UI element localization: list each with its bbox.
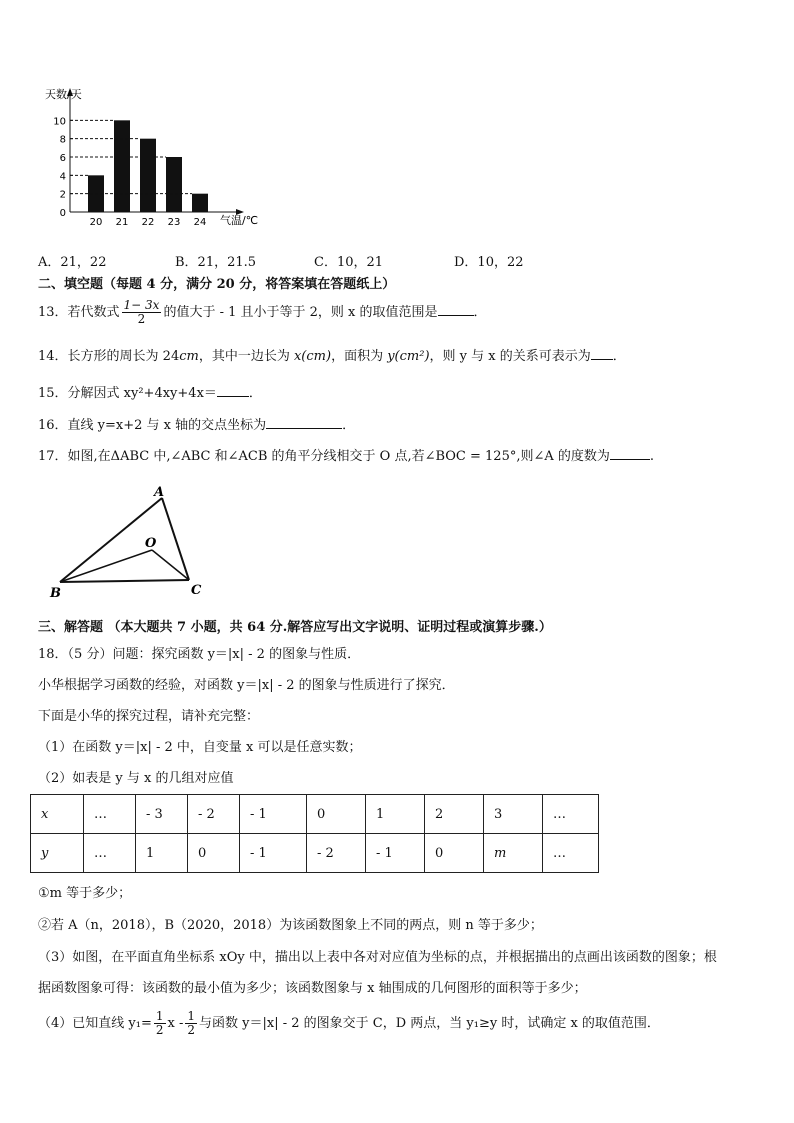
chart-x-tick-label: 24: [193, 217, 207, 228]
q15-answer-blank[interactable]: [217, 384, 249, 397]
table-cell: 3: [484, 795, 543, 834]
label-b: B: [50, 586, 61, 601]
table-cell: …: [543, 834, 599, 873]
triangle-abc-figure: [44, 484, 214, 604]
q16: [38, 416, 355, 435]
q14-end: ．: [612, 349, 626, 364]
chart-x-tick-label: 22: [141, 217, 155, 228]
table-cell: …: [84, 834, 136, 873]
chart-x-tick-label: 21: [115, 217, 129, 228]
choice-a[interactable]: A．21，22: [38, 255, 107, 270]
table-row-x: [31, 795, 599, 834]
chart-xlabel: 气温/℃: [220, 214, 259, 227]
xy-value-table: [30, 794, 599, 873]
chart-y-tick-label: 6: [59, 153, 66, 164]
q13-end: ．: [473, 305, 487, 320]
q12-choices: [38, 251, 758, 269]
table-cell: - 2: [307, 834, 366, 873]
chart-y-tick-label: 8: [59, 134, 66, 146]
q18-fraction-2: [185, 1010, 197, 1037]
chart-ylabel: 天数/天: [45, 88, 82, 101]
table-cell: m: [484, 834, 543, 873]
q16-answer-blank[interactable]: [266, 416, 342, 429]
q18-line6b: 据函数图象可得：该函数的最小值为多少；该函数图象与 x 轴围成的几何图形的面积等于多少；: [38, 981, 587, 996]
table-cell: - 3: [136, 795, 188, 834]
table-cell: - 2: [188, 795, 240, 834]
table-cell: x: [31, 795, 84, 834]
table-cell: - 1: [366, 834, 425, 873]
chart-y-tick-label: 2: [59, 189, 66, 201]
q17-end: .: [649, 449, 655, 464]
table-cell: 1: [136, 834, 188, 873]
q17: [38, 447, 654, 466]
chart-bar: [166, 157, 182, 212]
table-cell: 0: [425, 834, 484, 873]
q14: [38, 347, 626, 366]
chart-bar: [192, 194, 208, 212]
q18-line1: 18．（5 分）问题：探究函数 y＝|x| - 2 的图象与性质．: [38, 647, 361, 662]
q14-x-cm: x(cm): [293, 349, 332, 364]
table-cell: - 1: [240, 795, 307, 834]
table-cell: 0: [307, 795, 366, 834]
q14-part3: ，面积为: [331, 349, 388, 364]
q18-fraction-1: [154, 1010, 166, 1037]
label-o: O: [145, 536, 157, 551]
choice-b[interactable]: B．21，21.5: [175, 255, 257, 270]
table-cell: 0: [188, 834, 240, 873]
q14-part4: ，则 y 与 x 的关系可表示为: [429, 349, 591, 364]
q18-frac1-num: 1: [155, 1009, 164, 1023]
q18-line7-mid: x -: [167, 1016, 184, 1031]
q13-fraction: [122, 299, 162, 326]
side-bc: [60, 580, 189, 582]
q16-end: ．: [342, 418, 356, 433]
chart-bar: [114, 120, 130, 212]
chart-y-tick-label: 4: [59, 171, 66, 183]
q18-line7-prefix: （4）已知直线 y₁=: [38, 1016, 152, 1031]
chart-y-tick-label: 10: [53, 116, 66, 128]
q18-sub2: ②若 A（n，2018），B（2020，2018）为该函数图象上不同的两点，则 n 等于多少；: [38, 918, 543, 933]
q13-frac-den: 2: [137, 312, 146, 326]
table-cell: …: [84, 795, 136, 834]
section2-title: 二、填空题（每题 4 分，满分 20 分，将答案填在答题纸上）: [38, 277, 396, 292]
q18-line4: （1）在函数 y＝|x| - 2 中，自变量 x 可以是任意实数；: [38, 740, 362, 755]
q18-line6a: （3）如图，在平面直角坐标系 xOy 中，描出以上表中各对对应值为坐标的点，并根据描出的点画出该函数的图象；根: [38, 950, 717, 965]
q13-answer-blank[interactable]: [438, 303, 474, 316]
segment-bo: [60, 550, 152, 582]
q15: [38, 384, 262, 403]
q13-prefix: 13．若代数式: [38, 305, 120, 320]
choice-d[interactable]: D．10，22: [454, 255, 524, 270]
q18-frac2-den: 2: [187, 1023, 195, 1037]
q18-frac2-num: 1: [187, 1009, 195, 1023]
choice-c[interactable]: C．10，21: [314, 255, 384, 270]
q13-suffix: 的值大于 - 1 且小于等于 2，则 x 的取值范围是: [163, 305, 438, 320]
q18-line2: 小华根据学习函数的经验，对函数 y＝|x| - 2 的图象与性质进行了探究．: [38, 678, 455, 693]
table-cell: 1: [366, 795, 425, 834]
table-cell: …: [543, 795, 599, 834]
table-cell: - 1: [240, 834, 307, 873]
temperature-bar-chart: [40, 84, 280, 244]
q13: [38, 298, 487, 328]
q15-text: 15．分解因式 xy²+4xy+4x＝: [38, 386, 217, 401]
label-c: C: [191, 583, 202, 598]
table-cell: y: [31, 834, 84, 873]
q18-line7-suffix: 与函数 y＝|x| - 2 的图象交于 C，D 两点，当 y₁≥y 时，试确定 x 的取值范围．: [199, 1016, 660, 1031]
chart-bar: [140, 139, 156, 212]
q13-frac-num: 1− 3x: [123, 298, 160, 312]
label-a: A: [154, 485, 165, 500]
q17-answer-blank[interactable]: [610, 447, 650, 460]
section3-title: 三、解答题 （本大题共 7 小题，共 64 分.解答应写出文字说明、证明过程或演算步骤.）: [38, 620, 552, 635]
q18-sub1: ①m 等于多少；: [38, 886, 132, 901]
q14-y-cm2: y(cm²): [387, 349, 430, 364]
q14-answer-blank[interactable]: [591, 347, 613, 360]
q14-unit-cm: cm: [179, 349, 199, 364]
q18-frac1-den: 2: [155, 1023, 164, 1037]
chart-y-tick-label: 0: [59, 208, 66, 219]
side-ac: [162, 498, 189, 580]
table-row-y: [31, 834, 599, 873]
q18-line3: 下面是小华的探究过程，请补充完整：: [38, 709, 260, 724]
q18-line7: [38, 1009, 660, 1039]
chart-x-tick-label: 20: [89, 217, 103, 228]
table-cell: 2: [425, 795, 484, 834]
q15-end: ．: [248, 386, 262, 401]
q18-line5: （2）如表是 y 与 x 的几组对应值: [38, 771, 234, 786]
q17-text: 17．如图,在ΔABC 中,∠ABC 和∠ACB 的角平分线相交于 O 点,若∠BOC = 125°,则∠A 的度数为: [38, 449, 610, 464]
q14-part1: 14．长方形的周长为 24: [38, 349, 180, 364]
chart-x-tick-label: 23: [167, 217, 181, 228]
q14-part2: ，其中一边长为: [198, 349, 294, 364]
q16-text: 16．直线 y=x+2 与 x 轴的交点坐标为: [38, 418, 267, 433]
